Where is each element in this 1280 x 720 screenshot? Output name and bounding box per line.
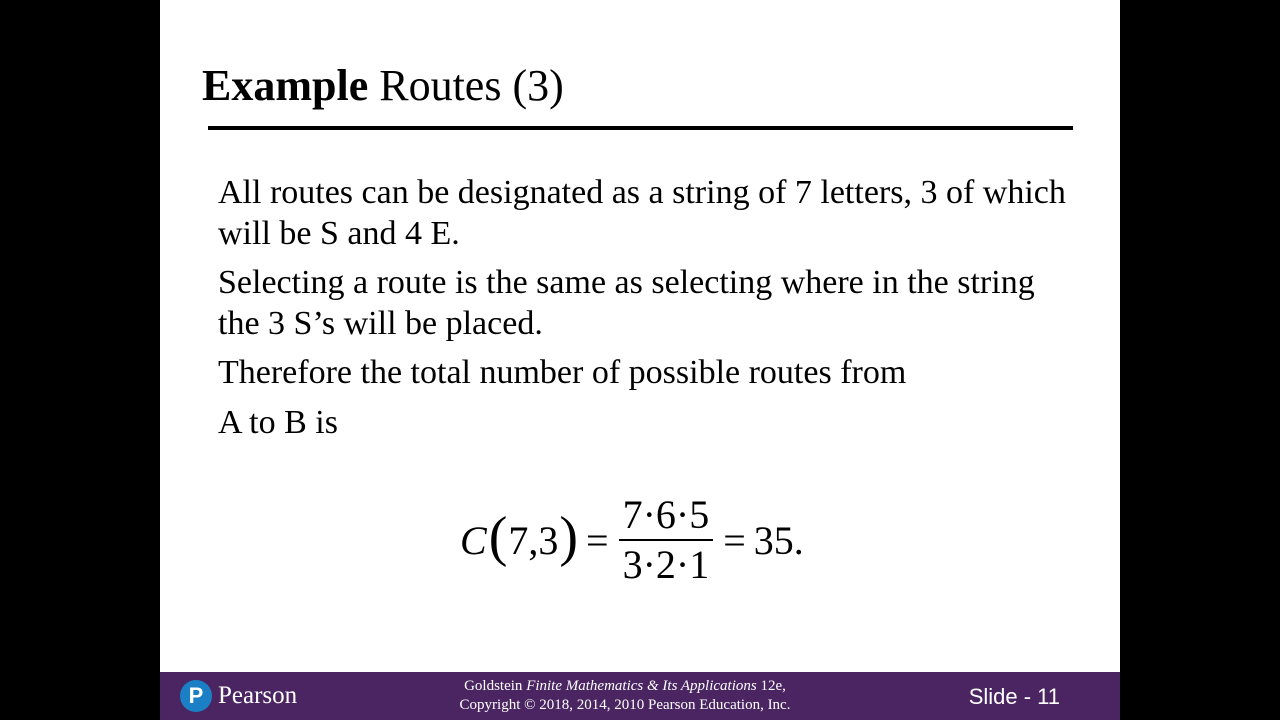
pearson-logo-text: Pearson [218, 682, 298, 709]
combination-formula [460, 490, 804, 590]
paragraph-2: Selecting a route is the same as selecting where in the string the 3 S’s will be placed. [218, 264, 1035, 342]
formula-equals: = [586, 517, 609, 563]
footer-bar [160, 672, 1120, 720]
formula-denominator: 3·2·1 [622, 542, 710, 587]
paragraph-3: Therefore the total number of possible routes from [218, 354, 907, 391]
formula-args: 7,3 [508, 517, 559, 563]
paragraph-4: A to B is [218, 404, 338, 441]
formula-result: 35. [753, 517, 804, 563]
slide-body [218, 172, 1078, 443]
formula-fraction [619, 491, 714, 589]
slide [160, 0, 1120, 720]
title-divider [208, 126, 1073, 130]
credit-line-1 [400, 677, 850, 696]
slide-title-bold: Example [202, 61, 369, 110]
pearson-p-icon: P [180, 680, 212, 712]
credit-copyright: Copyright © 2018, 2014, 2010 Pearson Education, Inc. [459, 697, 791, 713]
formula-numerator: 7·6·5 [622, 492, 710, 537]
paragraph-1: All routes can be designated as a string of 7 letters, 3 of which will be S and 4 E. [218, 174, 1066, 252]
slide-title [202, 62, 564, 110]
formula-equals-2: = [723, 517, 746, 563]
pearson-logo [180, 680, 297, 712]
formula-open-paren: ( [488, 506, 508, 568]
formula-close-paren: ) [559, 506, 578, 568]
credit-book-title: Finite Mathematics & Its Applications [526, 678, 757, 694]
slide-title-rest: Routes (3) [368, 61, 564, 110]
slide-number: Slide - 11 [968, 684, 1060, 709]
credit-author: Goldstein [464, 678, 527, 694]
credit-edition: 12e, [756, 678, 786, 694]
copyright-credit [400, 677, 850, 715]
formula-function: C [460, 517, 487, 563]
